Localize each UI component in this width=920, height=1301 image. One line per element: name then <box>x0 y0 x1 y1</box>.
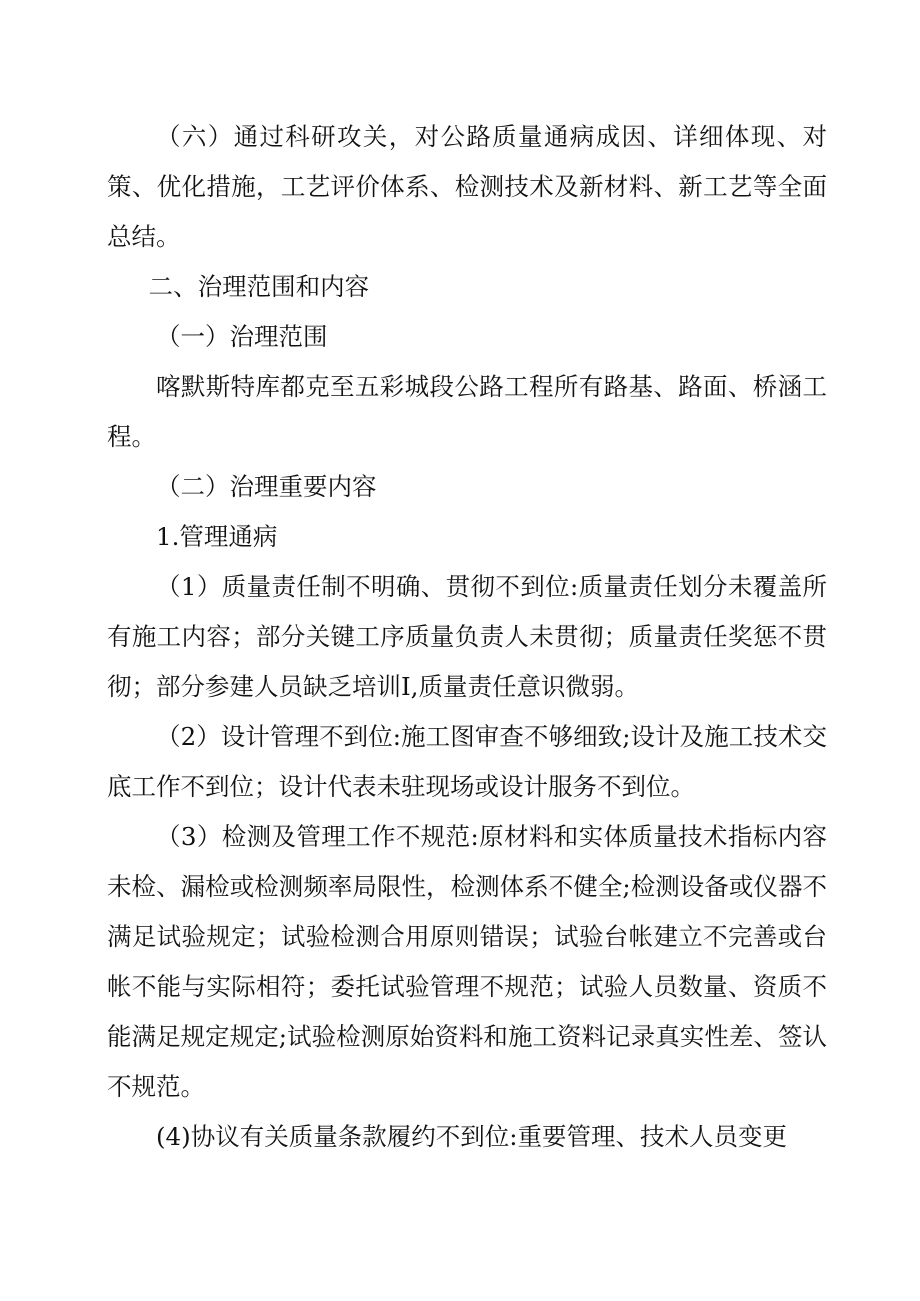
paragraph-item-1: （1）质量责任制不明确、贯彻不到位:质量责任划分未覆盖所有施工内容；部分关键工序质量负责人未贯彻；质量责任奖惩不贯彻；部分参建人员缺乏培训I,质量责任意识微弱。 <box>107 572 827 701</box>
paragraph-item-2: （2）设计管理不到位:施工图审查不够细致;设计及施工技术交底工作不到位；设计代表未驻现场或设计服务不到位。 <box>107 722 827 801</box>
subsection-heading-scope: （一）治理范围 <box>156 322 328 351</box>
item-heading-management-issues: 1.管理通病 <box>156 522 278 551</box>
section-heading-scope-content: 二、治理范围和内容 <box>148 272 370 301</box>
paragraph-research-summary: （六）通过科研攻关，对公路质量通病成因、详细体现、对策、优化措施，工艺评价体系、检测技术及新材料、新工艺等全面总结。 <box>107 122 827 251</box>
subsection-heading-main-content: （二）治理重要内容 <box>156 472 377 501</box>
paragraph-item-4: (4)协议有关质量条款履约不到位:重要管理、技术人员变更 <box>156 1122 787 1151</box>
paragraph-item-3: （3）检测及管理工作不规范:原材料和实体质量技术指标内容未检、漏检或检测频率局限性，检测体系不健全;检测设备或仪器不满足试验规定；试验检测合用原则错误；试验台帐建立不完善或台帐不能与实际相符；委托试验管理不规范；试验人员数量、资质不能满足规定规定;试验检测原始资料和施工资料记录真实性差、签认不规范。 <box>107 822 827 1101</box>
paragraph-scope: 喀默斯特库都克至五彩城段公路工程所有路基、路面、桥涵工程。 <box>107 372 827 451</box>
document-body <box>107 112 827 1162</box>
